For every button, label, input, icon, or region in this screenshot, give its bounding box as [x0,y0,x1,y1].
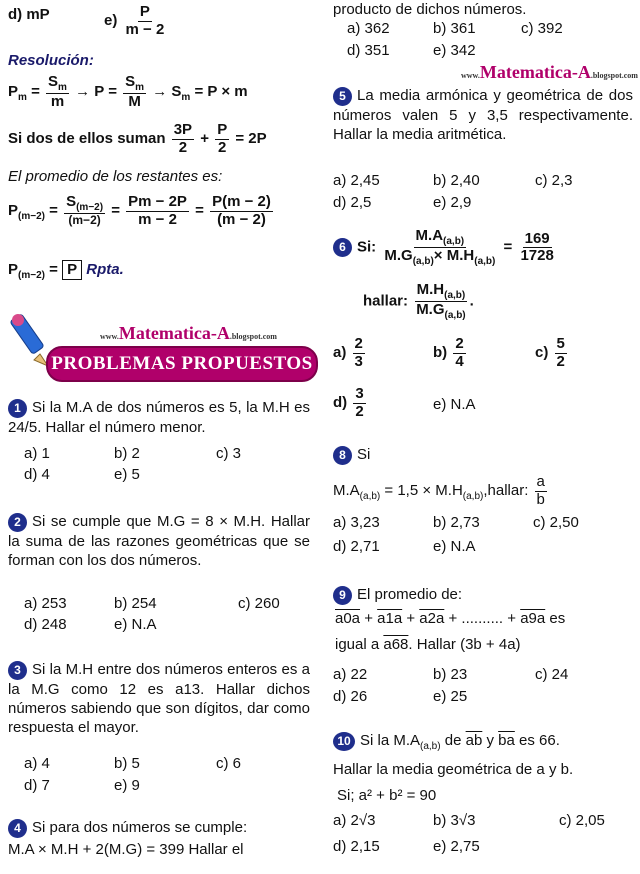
formula-line-3: $P_{(m-2)}$ = $\frac{S_{(m-2)}}{(m-2)}$ = $\frac{Pm - 2P}{m - 2}$ = $\frac{P(m - 2)}{(m - 2)}$ [8,193,271,228]
problem-number-badge: 8 [333,446,352,465]
p3-option-c: c) 6 [216,755,242,772]
problem-number-badge: 10 [333,732,355,751]
p6-option-b: b) $\frac{2}{4}$ [433,335,464,370]
p3-option-a: a) 4 [24,755,50,772]
p1-option-d: d) 4 [24,466,50,483]
problemas-propuestos-banner: PROBLEMAS PROPUESTOS [46,346,318,382]
formula-line-1: $P_m$ = $\frac{S_m}{m}$ → P = $\frac{S_m}{M}$ → $S_m = P \times m$ [8,73,248,110]
p9-option-c: c) 24 [535,666,569,683]
promedio-text: El promedio de los restantes es: [8,168,223,185]
top-option-d: d) 351 [347,42,390,59]
problem-number-badge: 9 [333,586,352,605]
p10-option-e: e) 2,75 [433,838,480,855]
resolucion-heading: Resolución: [8,52,94,69]
p9-option-d: d) 26 [333,688,368,705]
p3-option-b: b) 5 [114,755,140,772]
p5-option-e: e) 2,9 [433,194,472,211]
p8-option-b: b) 2,73 [433,514,480,531]
p9-line-3: igual a a68. Hallar (3b + 4a) [335,636,521,653]
p6-option-a: a) $\frac{2}{3}$ [333,335,363,370]
p2-option-b: b) 254 [114,595,157,612]
problem-5: 5 La media armónica y geométrica de dos números valen 5 y 3,5 respectivamente. Hallar la media aritmética. [333,87,633,143]
option-e-top [104,4,168,38]
p10-line-2: Hallar la media geométrica de a y b. [333,761,574,778]
p8-option-e: e) N.A [433,538,476,555]
problem-4-line-2: M.A × M.H + 2(M.G) = 399 Hallar el [8,841,244,858]
p6-hallar: hallar: $\frac{M.H_{(a,b)}}{M.G_{(a,b)}}$ . [363,281,474,321]
formula-line-2: Si dos de ellos suman $\frac{3P}{2}$ + $\frac{P}{2}$ = 2P [8,121,267,156]
p5-option-a: a) 2,45 [333,172,380,189]
top-line: producto de dichos números. [333,1,527,18]
rpta-line: $P_{(m-2)} = P$ Rpta. [8,261,124,281]
p5-option-c: c) 2,3 [535,172,573,189]
option-e-label: e) [104,11,118,29]
answer-box: P [62,260,82,280]
option-e-fraction: $\frac{P}{m - 2}$ [125,3,165,38]
problem-number-badge: 6 [333,238,352,257]
p9-series: a0a + a1a + a2a + .......... + a9a es [335,610,566,627]
p2-option-e: e) N.A [114,616,157,633]
problem-number-badge: 4 [8,819,27,838]
p6-option-d: d) $\frac{3}{2}$ [333,385,364,420]
top-option-c: c) 392 [521,20,563,37]
problem-number-badge: 1 [8,399,27,418]
problem-6: 6 Si: $\frac{M.A_{(a,b)}}{M.G_{(a,b)}\times M.H_{(a,b)}}$ = $\frac{169}{1728}$ [333,228,558,267]
p9-option-b: b) 23 [433,666,468,683]
option-d-top: d) mP [8,6,50,23]
problem-9: 9 El promedio de: [333,586,462,605]
p8-equation: $M.A_{(a,b)} = 1,5$ × $M.H_{(a,b)},hallar$: $\frac{a}{b}$ [333,473,545,508]
p5-option-d: d) 2,5 [333,194,372,211]
p10-option-c: c) 2,05 [559,812,605,829]
p8-option-c: c) 2,50 [533,514,579,531]
problem-number-badge: 2 [8,513,27,532]
p2-option-d: d) 248 [24,616,67,633]
p8-option-a: a) 3,23 [333,514,380,531]
problem-10: 10 Si la $M.A_{(a,b)}$ de $\overline{ab}$ y $\overline{ba}$ es 66. [333,732,560,752]
problem-4: 4 Si para dos números se cumple: [8,818,310,838]
logo-left: www.Matematica-A.blogspot.com [100,323,277,343]
problem-number-badge: 3 [8,661,27,680]
top-option-a: a) 362 [347,20,390,37]
rpta-label: Rpta. [86,261,124,278]
top-option-b: b) 361 [433,20,476,37]
p2-option-c: c) 260 [238,595,280,612]
p3-option-d: d) 7 [24,777,50,794]
p9-option-e: e) 25 [433,688,468,705]
p10-option-a: a) 2√3 [333,812,376,829]
p6-option-c: c) $\frac{5}{2}$ [535,335,565,370]
p10-line-3: Si; a² + b² = 90 [337,787,437,804]
problem-8: 8 Si [333,446,370,465]
p2-option-a: a) 253 [24,595,67,612]
p1-option-b: b) 2 [114,445,140,462]
logo-right: www.Matematica-A.blogspot.com [461,62,638,82]
p6-option-e: e) N.A [433,396,476,413]
problem-1: 1 Si la M.A de dos números es 5, la M.H es 24/5. Hallar el número menor. [8,399,310,436]
problem-2: 2 Si se cumple que M.G = 8 × M.H. Hallar la suma de las razones geométricas que se forman con los dos números. [8,513,310,569]
p1-option-e: e) 5 [114,466,140,483]
problem-number-badge: 5 [333,87,352,106]
p5-option-b: b) 2,40 [433,172,480,189]
p1-option-a: a) 1 [24,445,50,462]
p8-option-d: d) 2,71 [333,538,380,555]
top-option-e: e) 342 [433,42,476,59]
p1-option-c: c) 3 [216,445,242,462]
problem-3: 3 Si la M.H entre dos números enteros es a la M.G como 12 es a13. Hallar dichos números sabiendo que son dígitos, dar como respuesta el mayor. [8,661,310,736]
p10-option-d: d) 2,15 [333,838,380,855]
p10-option-b: b) 3√3 [433,812,476,829]
p3-option-e: e) 9 [114,777,140,794]
p9-option-a: a) 22 [333,666,368,683]
